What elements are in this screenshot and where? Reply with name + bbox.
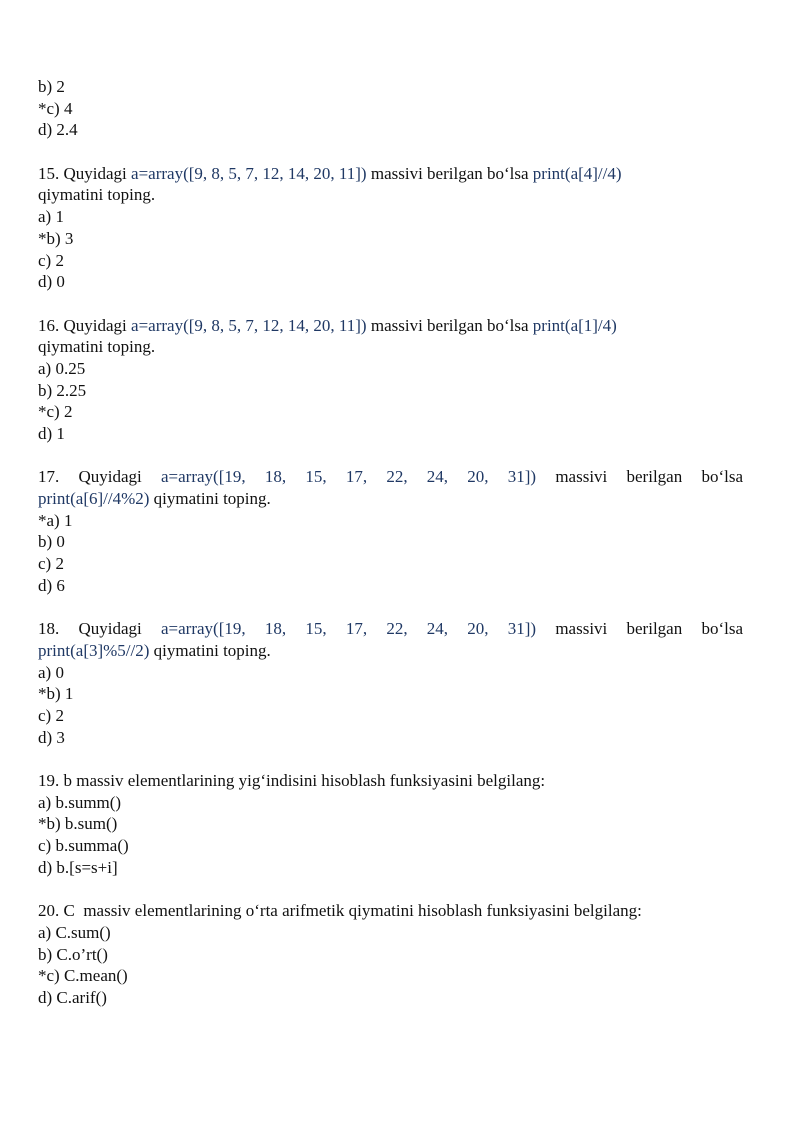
- question-continuation: [38, 488, 743, 510]
- print-expression: print(a[1]/4): [532, 315, 617, 335]
- option: c) 2: [38, 554, 64, 574]
- question-text-part: berilgan: [626, 467, 683, 487]
- array-code-part: a=array([19,: [161, 619, 246, 639]
- question-17: [38, 466, 743, 488]
- array-code-part: 22,: [386, 467, 408, 487]
- array-code-part: a=array([19,: [161, 467, 246, 487]
- option-correct: *a) 1: [38, 510, 73, 530]
- option: d) 0: [38, 272, 65, 292]
- option: d) b.[s=s+i]: [38, 857, 118, 877]
- question-tail: qiymatini toping.: [38, 337, 156, 357]
- option: d) 3: [38, 727, 65, 747]
- option: b) 2.25: [38, 380, 87, 400]
- question-text-part: massivi: [555, 619, 608, 639]
- question-tail: qiymatini toping.: [153, 489, 271, 509]
- question-number: 17.: [38, 467, 60, 487]
- option: d) 1: [38, 424, 65, 443]
- option: d) C.arif(): [38, 987, 107, 1007]
- question-18: [38, 618, 743, 640]
- question-text-part: berilgan: [626, 619, 683, 639]
- question-number: 16.: [38, 315, 60, 335]
- question-number: 18.: [38, 619, 60, 639]
- question-text-part: massivi: [555, 467, 608, 487]
- question-text-part: bo‘lsa: [701, 619, 743, 639]
- array-code-part: 18,: [264, 467, 287, 487]
- option: c) 2: [38, 250, 64, 270]
- option: d) 2.4: [38, 120, 78, 140]
- option-correct: *c) 4: [38, 98, 73, 118]
- print-expression: print(a[6]//4%2): [38, 489, 150, 509]
- question-text: massivi berilgan bo‘lsa: [370, 163, 529, 183]
- array-code-part: 24,: [426, 619, 449, 639]
- option: c) 2: [38, 705, 64, 725]
- question-20: 20. C massiv elementlarining o‘rta arifmetik qiymatini hisoblash funksiyasini belgilang:: [38, 901, 642, 921]
- array-code-part: 15,: [305, 467, 327, 487]
- document-page: [38, 76, 743, 1009]
- question-text: massivi berilgan bo‘lsa: [370, 315, 529, 335]
- array-code-part: 17,: [345, 619, 368, 639]
- option-correct: *b) b.sum(): [38, 814, 118, 834]
- array-code-part: 22,: [386, 619, 408, 639]
- array-code-part: 31]): [507, 619, 537, 639]
- question-number: 15.: [38, 163, 60, 183]
- option: b) 2: [38, 77, 65, 96]
- question-16: [38, 315, 743, 337]
- question-text-part: bo‘lsa: [701, 467, 743, 487]
- array-code-part: 17,: [345, 467, 368, 487]
- question-continuation: [38, 640, 743, 662]
- print-expression: print(a[4]//4): [532, 163, 622, 183]
- option: b) 0: [38, 532, 65, 552]
- option: d) 6: [38, 575, 65, 595]
- array-code-part: 18,: [264, 619, 287, 639]
- option: a) 0.25: [38, 358, 86, 378]
- question-word: Quyidagi: [78, 467, 142, 487]
- question-tail: qiymatini toping.: [38, 185, 156, 205]
- question-19: 19. b massiv elementlarining yig‘indisini hisoblash funksiyasini belgilang:: [38, 771, 546, 790]
- option-correct: *c) 2: [38, 402, 73, 422]
- option: a) 0: [38, 662, 64, 682]
- question-15: [38, 163, 743, 185]
- option: c) b.summa(): [38, 836, 129, 856]
- option: a) b.summ(): [38, 792, 122, 812]
- option: a) C.sum(): [38, 922, 111, 942]
- option-correct: *c) C.mean(): [38, 966, 128, 986]
- option-correct: *b) 1: [38, 684, 74, 704]
- question-tail: qiymatini toping.: [153, 640, 271, 660]
- option: a) 1: [38, 207, 64, 227]
- option-correct: *b) 3: [38, 228, 74, 248]
- array-code-part: 20,: [467, 619, 489, 639]
- question-word: Quyidagi: [63, 163, 127, 183]
- array-code-part: 31]): [507, 467, 537, 487]
- question-word: Quyidagi: [78, 619, 142, 639]
- array-code-part: 15,: [305, 619, 327, 639]
- array-code: a=array([9, 8, 5, 7, 12, 14, 20, 11]): [131, 163, 367, 183]
- print-expression: print(a[3]%5//2): [38, 640, 150, 660]
- array-code: a=array([9, 8, 5, 7, 12, 14, 20, 11]): [131, 315, 367, 335]
- array-code-part: 24,: [426, 467, 449, 487]
- option: b) C.o’rt(): [38, 944, 108, 964]
- question-word: Quyidagi: [63, 315, 127, 335]
- array-code-part: 20,: [467, 467, 489, 487]
